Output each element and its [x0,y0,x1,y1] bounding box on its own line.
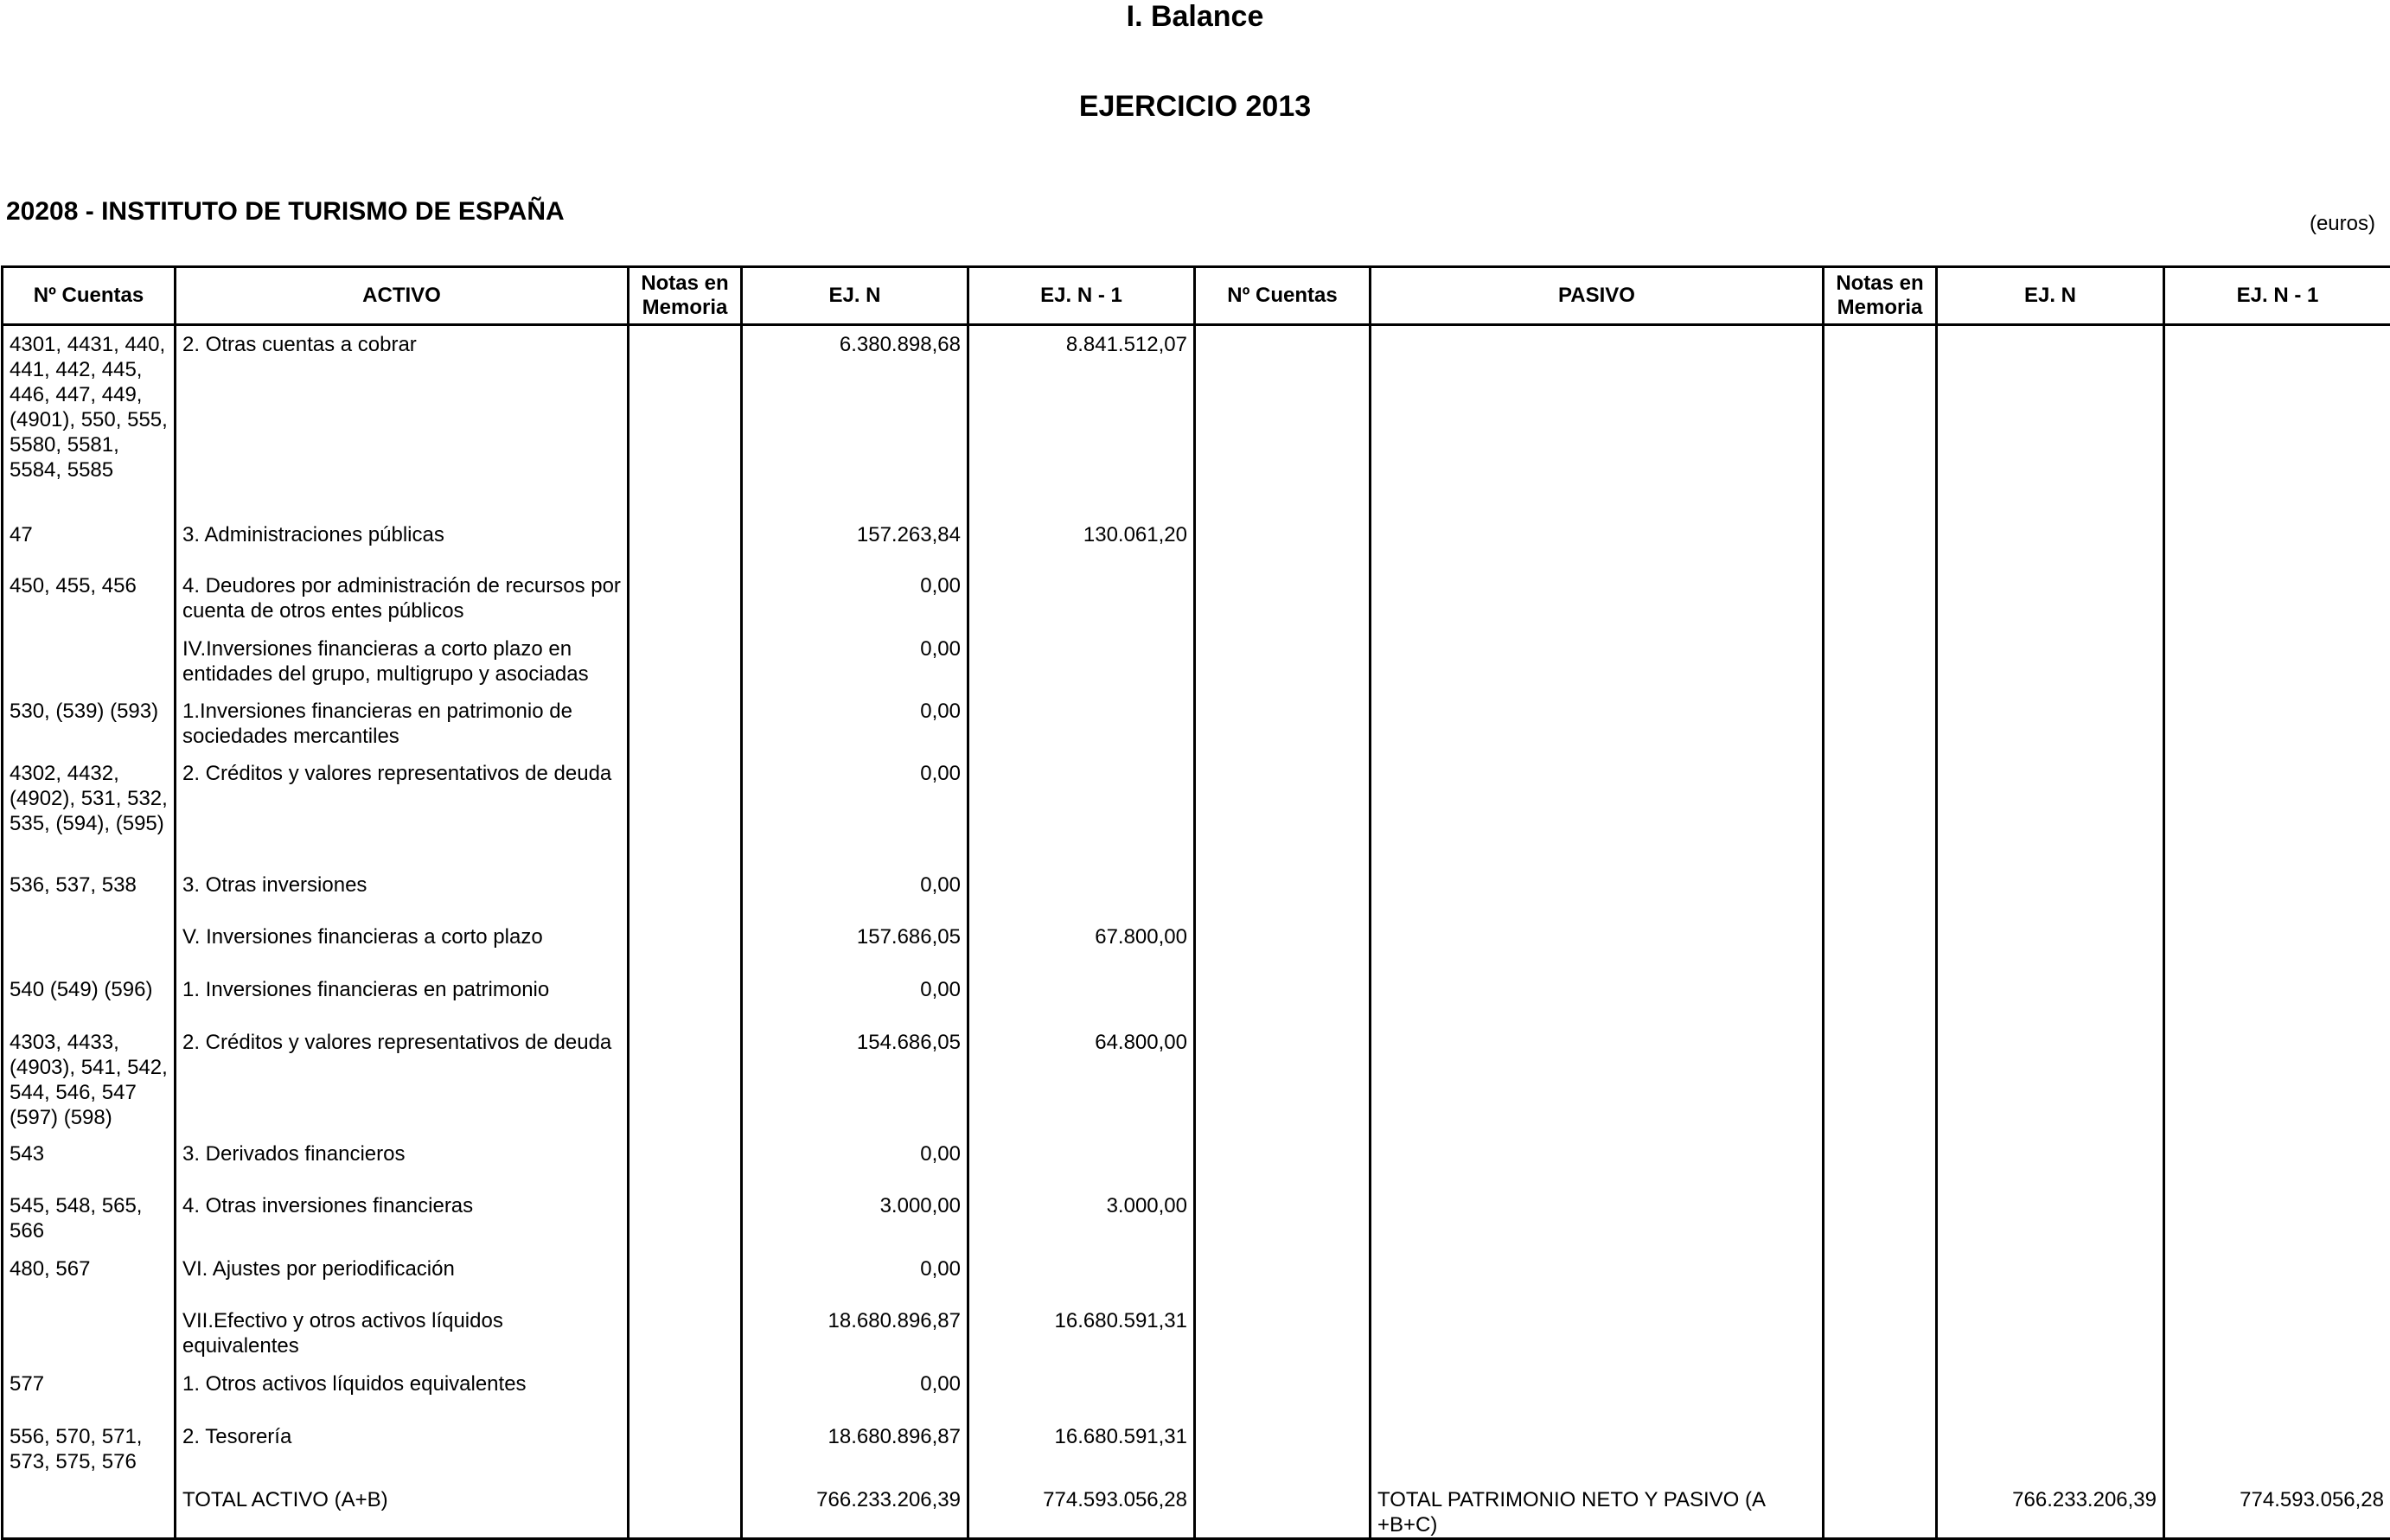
value-prior-year [968,630,1195,693]
memo-note [629,1418,742,1481]
liability-value-prior-year [2164,567,2390,630]
value-current-year: 0,00 [742,567,968,630]
value-current-year: 154.686,05 [742,1024,968,1135]
liability-value-prior-year [2164,1365,2390,1418]
liability-value-current-year [1937,1187,2164,1250]
liability-memo-note [1824,1135,1937,1187]
liability-memo-note [1824,1250,1937,1302]
table-row [3,1481,2390,1539]
fiscal-year-title: EJERCICIO 2013 [0,90,2390,124]
table-row [3,693,2390,755]
liability-account-codes [1195,1302,1371,1365]
liability-value-prior-year [2164,1135,2390,1187]
liability-value-current-year [1937,1302,2164,1365]
value-prior-year: 67.800,00 [968,918,1195,971]
table-row [3,1187,2390,1250]
header-pasivo: PASIVO [1371,267,1824,325]
liability-memo-note [1824,1418,1937,1481]
value-current-year: 0,00 [742,1135,968,1187]
liability-value-current-year [1937,866,2164,918]
account-codes: 577 [3,1365,176,1418]
memo-note [629,567,742,630]
asset-label: 2. Créditos y valores representativos de deuda [176,755,629,866]
liability-memo-note [1824,567,1937,630]
memo-note [629,1024,742,1135]
value-prior-year [968,971,1195,1024]
account-codes: 4302, 4432, (4902), 531, 532, 535, (594), (595) [3,755,176,866]
liability-value-current-year [1937,516,2164,567]
account-codes: 4301, 4431, 440, 441, 442, 445, 446, 447, 449, (4901), 550, 555, 5580, 5581, 5584, 5585 [3,325,176,516]
liability-memo-note [1824,971,1937,1024]
table-row [3,325,2390,516]
liability-label [1371,918,1824,971]
value-prior-year [968,1250,1195,1302]
liability-value-current-year: 766.233.206,39 [1937,1481,2164,1539]
account-codes [3,630,176,693]
value-prior-year: 130.061,20 [968,516,1195,567]
table-row [3,1302,2390,1365]
header-notas-pasivo: Notas en Memoria [1824,267,1937,325]
liability-account-codes [1195,918,1371,971]
value-prior-year: 774.593.056,28 [968,1481,1195,1539]
liability-value-prior-year [2164,1418,2390,1481]
liability-account-codes [1195,516,1371,567]
asset-label: V. Inversiones financieras a corto plazo [176,918,629,971]
value-prior-year: 16.680.591,31 [968,1302,1195,1365]
liability-memo-note [1824,1187,1937,1250]
memo-note [629,1250,742,1302]
liability-memo-note [1824,1365,1937,1418]
account-codes: 536, 537, 538 [3,866,176,918]
account-codes: 556, 570, 571, 573, 575, 576 [3,1418,176,1481]
liability-label [1371,325,1824,516]
header-ej-n-1: EJ. N - 1 [968,267,1195,325]
liability-account-codes [1195,1187,1371,1250]
liability-value-current-year [1937,567,2164,630]
liability-value-prior-year: 774.593.056,28 [2164,1481,2390,1539]
liability-account-codes [1195,325,1371,516]
liability-value-prior-year [2164,693,2390,755]
value-current-year: 3.000,00 [742,1187,968,1250]
liability-memo-note [1824,630,1937,693]
value-current-year: 0,00 [742,630,968,693]
asset-label: VII.Efectivo y otros activos líquidos equivalentes [176,1302,629,1365]
liability-value-prior-year [2164,755,2390,866]
liability-label [1371,866,1824,918]
asset-label: 1.Inversiones financieras en patrimonio de sociedades mercantiles [176,693,629,755]
liability-account-codes [1195,866,1371,918]
asset-label: VI. Ajustes por periodificación [176,1250,629,1302]
liability-account-codes [1195,1418,1371,1481]
liability-account-codes [1195,1135,1371,1187]
liability-value-prior-year [2164,325,2390,516]
value-current-year: 0,00 [742,971,968,1024]
table-header-row [3,267,2390,325]
value-current-year: 766.233.206,39 [742,1481,968,1539]
memo-note [629,325,742,516]
table-row [3,1365,2390,1418]
liability-label [1371,1418,1824,1481]
liability-value-current-year [1937,1418,2164,1481]
liability-label [1371,1024,1824,1135]
asset-label: 1. Otros activos líquidos equivalentes [176,1365,629,1418]
value-prior-year [968,567,1195,630]
liability-memo-note [1824,918,1937,971]
liability-memo-note [1824,1024,1937,1135]
liability-label [1371,1302,1824,1365]
header-activo: ACTIVO [176,267,629,325]
account-codes: 450, 455, 456 [3,567,176,630]
account-codes: 540 (549) (596) [3,971,176,1024]
table-row [3,1418,2390,1481]
liability-account-codes [1195,1365,1371,1418]
value-current-year: 0,00 [742,693,968,755]
account-codes: 47 [3,516,176,567]
value-prior-year: 64.800,00 [968,1024,1195,1135]
liability-label [1371,1187,1824,1250]
account-codes [3,1481,176,1539]
value-current-year: 0,00 [742,755,968,866]
table-row [3,755,2390,866]
liability-value-current-year [1937,971,2164,1024]
liability-label [1371,755,1824,866]
value-current-year: 157.686,05 [742,918,968,971]
liability-value-prior-year [2164,630,2390,693]
liability-label [1371,971,1824,1024]
asset-label: 4. Deudores por administración de recursos por cuenta de otros entes públicos [176,567,629,630]
header-ej-n-1-pasivo: EJ. N - 1 [2164,267,2390,325]
table-row [3,1135,2390,1187]
value-prior-year [968,1135,1195,1187]
table-row [3,1024,2390,1135]
value-prior-year [968,866,1195,918]
liability-account-codes [1195,1481,1371,1539]
memo-note [629,1481,742,1539]
liability-memo-note [1824,1481,1937,1539]
value-current-year: 0,00 [742,1250,968,1302]
liability-account-codes [1195,567,1371,630]
table-row [3,567,2390,630]
liability-value-prior-year [2164,1187,2390,1250]
account-codes: 543 [3,1135,176,1187]
liability-label [1371,693,1824,755]
asset-label: 4. Otras inversiones financieras [176,1187,629,1250]
memo-note [629,516,742,567]
account-codes [3,1302,176,1365]
liability-account-codes [1195,1250,1371,1302]
memo-note [629,1135,742,1187]
liability-value-prior-year [2164,918,2390,971]
liability-account-codes [1195,1024,1371,1135]
table-row [3,516,2390,567]
memo-note [629,866,742,918]
account-codes: 480, 567 [3,1250,176,1302]
liability-value-prior-year [2164,516,2390,567]
liability-value-current-year [1937,693,2164,755]
value-prior-year: 8.841.512,07 [968,325,1195,516]
memo-note [629,693,742,755]
liability-value-current-year [1937,1024,2164,1135]
asset-label: 3. Derivados financieros [176,1135,629,1187]
liability-memo-note [1824,325,1937,516]
liability-account-codes [1195,630,1371,693]
table-body [3,325,2390,1539]
liability-memo-note [1824,1302,1937,1365]
value-current-year: 18.680.896,87 [742,1302,968,1365]
memo-note [629,1187,742,1250]
account-codes: 4303, 4433, (4903), 541, 542, 544, 546, 547 (597) (598) [3,1024,176,1135]
liability-value-current-year [1937,325,2164,516]
liability-memo-note [1824,755,1937,866]
liability-value-prior-year [2164,1302,2390,1365]
liability-label [1371,1135,1824,1187]
liability-value-prior-year [2164,1250,2390,1302]
asset-label: 3. Otras inversiones [176,866,629,918]
asset-label: 2. Otras cuentas a cobrar [176,325,629,516]
value-current-year: 0,00 [742,866,968,918]
table-row [3,866,2390,918]
value-current-year: 6.380.898,68 [742,325,968,516]
liability-memo-note [1824,516,1937,567]
account-codes: 530, (539) (593) [3,693,176,755]
memo-note [629,630,742,693]
header-cuentas: Nº Cuentas [3,267,176,325]
asset-label: TOTAL ACTIVO (A+B) [176,1481,629,1539]
memo-note [629,755,742,866]
table-row [3,630,2390,693]
header-ej-n-pasivo: EJ. N [1937,267,2164,325]
table-row [3,918,2390,971]
liability-account-codes [1195,971,1371,1024]
value-prior-year: 16.680.591,31 [968,1418,1195,1481]
liability-value-current-year [1937,918,2164,971]
liability-value-current-year [1937,1365,2164,1418]
value-current-year: 0,00 [742,1365,968,1418]
value-prior-year [968,693,1195,755]
memo-note [629,1302,742,1365]
value-prior-year [968,755,1195,866]
table-row [3,971,2390,1024]
value-prior-year: 3.000,00 [968,1187,1195,1250]
asset-label: 2. Créditos y valores representativos de deuda [176,1024,629,1135]
balance-table [1,265,2390,1540]
liability-value-current-year [1937,1250,2164,1302]
liability-label [1371,1365,1824,1418]
account-codes [3,918,176,971]
document-title: I. Balance [0,0,2390,34]
currency-unit: (euros) [2310,212,2375,236]
value-prior-year [968,1365,1195,1418]
liability-account-codes [1195,755,1371,866]
header-ej-n: EJ. N [742,267,968,325]
value-current-year: 18.680.896,87 [742,1418,968,1481]
liability-value-current-year [1937,755,2164,866]
account-codes: 545, 548, 565, 566 [3,1187,176,1250]
liability-value-current-year [1937,1135,2164,1187]
asset-label: 1. Inversiones financieras en patrimonio [176,971,629,1024]
liability-memo-note [1824,866,1937,918]
liability-label [1371,567,1824,630]
liability-label [1371,630,1824,693]
value-current-year: 157.263,84 [742,516,968,567]
header-notas: Notas en Memoria [629,267,742,325]
liability-value-prior-year [2164,1024,2390,1135]
memo-note [629,918,742,971]
liability-value-current-year [1937,630,2164,693]
table-row [3,1250,2390,1302]
liability-value-prior-year [2164,971,2390,1024]
memo-note [629,1365,742,1418]
liability-label: TOTAL PATRIMONIO NETO Y PASIVO (A +B+C) [1371,1481,1824,1539]
liability-label [1371,1250,1824,1302]
asset-label: 3. Administraciones públicas [176,516,629,567]
asset-label: IV.Inversiones financieras a corto plazo en entidades del grupo, multigrupo y asociadas [176,630,629,693]
asset-label: 2. Tesorería [176,1418,629,1481]
liability-value-prior-year [2164,866,2390,918]
memo-note [629,971,742,1024]
entity-name: 20208 - INSTITUTO DE TURISMO DE ESPAÑA [6,197,565,227]
liability-account-codes [1195,693,1371,755]
liability-memo-note [1824,693,1937,755]
liability-label [1371,516,1824,567]
header-cuentas-pasivo: Nº Cuentas [1195,267,1371,325]
